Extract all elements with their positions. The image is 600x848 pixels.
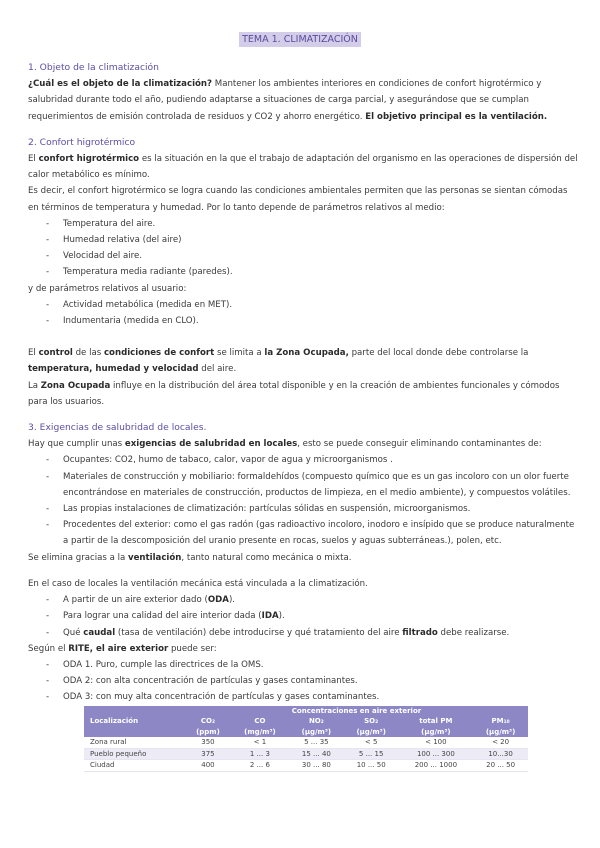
table-row [84, 760, 528, 772]
table-cell: Ciudad [84, 760, 185, 772]
table-cell: 350 [185, 737, 231, 748]
list-item: - Ocupantes: CO2, humo de tabaco, calor, vapor de agua y microorganismos . [28, 452, 580, 468]
list-item: - ODA 2: con alta concentración de partículas y gases contaminantes. [28, 673, 580, 689]
table-cell: 100 ... 300 [399, 748, 474, 760]
table-row [84, 737, 528, 748]
section-2-paragraph-3: y de parámetros relativos al usuario: [28, 283, 187, 294]
column-unit: (µg/m³) [399, 727, 474, 738]
column-unit: (µg/m³) [473, 727, 528, 738]
section-3-heading: 3. Exigencias de salubridad de locales. [28, 422, 207, 434]
list-item: - Temperatura del aire. [28, 216, 580, 232]
document-body [28, 60, 580, 772]
section-1-bold-end: El objetivo principal es la ventilación. [365, 111, 548, 122]
table-cell: < 5 [344, 737, 399, 748]
table-cell: Zona rural [84, 737, 185, 748]
table-cell: Pueblo pequeño [84, 748, 185, 760]
table-cell: 20 ... 50 [473, 760, 528, 772]
table-cell: 1 ... 3 [231, 748, 289, 760]
list-item: - Humedad relativa (del aire) [28, 232, 580, 248]
section-3-paragraph-3: En el caso de locales la ventilación mecánica está vinculada a la climatización. [28, 578, 368, 589]
table-cell: 400 [185, 760, 231, 772]
list-item: - Las propias instalaciones de climatización: partículas sólidas en suspensión, microorganismos. [28, 501, 580, 517]
section-1-heading: 1. Objeto de la climatización [28, 62, 159, 73]
list-item: - Materiales de construcción y mobiliario: formaldehídos (compuesto químico que es un gas incoloro con un olor fuerte encontrándose en materiales de construcción, productos de limpieza, en el medio ambiente), y compuestos volátiles. [28, 469, 580, 501]
column-header: NO₂ [289, 716, 344, 727]
table-header-location: Localización [84, 706, 185, 738]
column-header: total PM [399, 716, 474, 727]
table-header-group: Concentraciones en aire exterior [185, 706, 528, 717]
column-header: CO₂ [185, 716, 231, 727]
list-item: - Procedentes del exterior: como el gas radón (gas radioactivo incoloro, inodoro e insípido que se produce naturalmente a partir de la descomposición del uranio presente en rocas, suelos y aguas subterráneas.), polen, etc. [28, 517, 580, 549]
oda-list [28, 657, 580, 706]
table-cell: 200 ... 1000 [399, 760, 474, 772]
section-2-paragraph-1: El confort higrotérmico es la situación en la que el trabajo de adaptación del organismo en las operaciones de dispersión del calor metabólico es mínimo. [28, 154, 578, 181]
table-cell: < 1 [231, 737, 289, 748]
column-unit: (µg/m³) [344, 727, 399, 738]
title-highlight: TEMA 1. CLIMATIZACIÓN [239, 32, 361, 47]
section-3-paragraph-4: Según el RITE, el aire exterior puede ser: [28, 643, 217, 654]
table-cell: 10 ... 50 [344, 760, 399, 772]
table-cell: 30 ... 80 [289, 760, 344, 772]
column-unit: (µg/m³) [289, 727, 344, 738]
column-header: CO [231, 716, 289, 727]
column-header: SO₂ [344, 716, 399, 727]
list-item: - Qué caudal (tasa de ventilación) debe introducirse y qué tratamiento del aire filtrado debe realizarse. [28, 625, 580, 641]
list-item: - A partir de un aire exterior dado (ODA). [28, 592, 580, 608]
contaminant-source-list [28, 452, 580, 549]
table-cell: < 20 [473, 737, 528, 748]
table-cell: 10...30 [473, 748, 528, 760]
table-row [84, 748, 528, 760]
table-cell: 5 ... 15 [344, 748, 399, 760]
list-item: - Indumentaria (medida en CLO). [28, 313, 580, 329]
table-cell: 375 [185, 748, 231, 760]
document-title [0, 27, 600, 46]
column-header: PM₁₀ [473, 716, 528, 727]
section-2-paragraph-4: El control de las condiciones de confort se limita a la Zona Ocupada, parte del local donde debe controlarse la temperatura, humedad y velocidad del aire. [28, 348, 529, 375]
ventilation-list [28, 592, 580, 641]
list-item: - Temperatura media radiante (paredes). [28, 264, 580, 280]
medio-parameter-list [28, 216, 580, 281]
list-item: - Para lograr una calidad del aire interior dada (IDA). [28, 608, 580, 624]
column-unit: (ppm) [185, 727, 231, 738]
section-1-text: Mantener los ambientes interiores en condiciones de confort higrotérmico y salubridad durante todo el año, pudiendo adaptarse a situaciones de carga parcial, y asegurándose que se cumplan requerimientos de emisión controlada de residuos y CO2 y ahorro energético. [28, 79, 542, 122]
section-1-question: ¿Cuál es el objeto de la climatización? [28, 79, 213, 90]
table-cell: < 100 [399, 737, 474, 748]
outdoor-air-concentration-table [84, 706, 528, 772]
section-3-paragraph-2: Se elimina gracias a la ventilación, tanto natural como mecánica o mixta. [28, 552, 352, 563]
list-item: - Velocidad del aire. [28, 248, 580, 264]
list-item: - ODA 1. Puro, cumple las directrices de la OMS. [28, 657, 580, 673]
section-2-paragraph-5: La Zona Ocupada influye en la distribución del área total disponible y en la creación de ambientes funcionales y cómodos para los usuarios. [28, 380, 560, 407]
column-unit: (mg/m³) [231, 727, 289, 738]
usuario-parameter-list [28, 297, 580, 329]
section-3-paragraph-1: Hay que cumplir unas exigencias de salubridad en locales, esto se puede conseguir eliminando contaminantes de: [28, 439, 542, 450]
section-1-paragraph [28, 76, 580, 125]
list-item: - ODA 3: con muy alta concentración de partículas y gases contaminantes. [28, 689, 580, 705]
section-2-paragraph-2: Es decir, el confort higrotérmico se logra cuando las condiciones ambientales permiten que las personas se sientan cómodas en términos de temperatura y humedad. Por lo tanto depende de parámetros relativos al medio: [28, 186, 568, 213]
list-item: - Actividad metabólica (medida en MET). [28, 297, 580, 313]
table-cell: 15 ... 40 [289, 748, 344, 760]
table-cell: 5 ... 35 [289, 737, 344, 748]
section-2-heading: 2. Confort higrotérmico [28, 136, 136, 148]
table-cell: 2 ... 6 [231, 760, 289, 772]
